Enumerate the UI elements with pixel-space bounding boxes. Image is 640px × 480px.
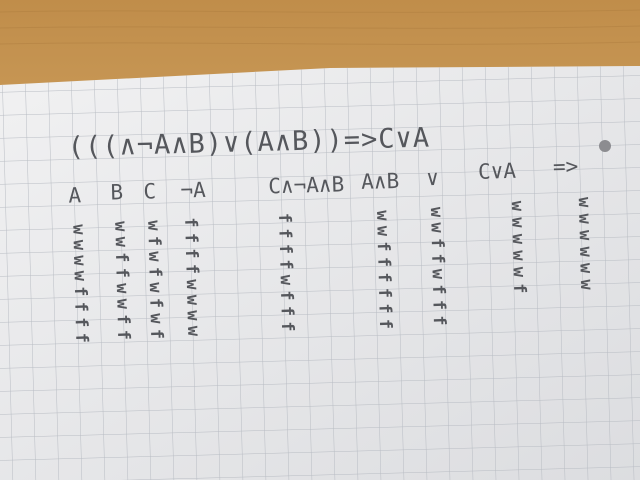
cell-or-5: f — [427, 284, 449, 295]
cell-C-6: w — [145, 313, 166, 324]
cell-CnotAB-3: f — [275, 259, 296, 270]
cell-notA-3: f — [181, 263, 202, 275]
cell-CnotAB-0: f — [274, 212, 295, 224]
column-header-CorA: C∨A — [477, 158, 517, 184]
cell-or-7: f — [428, 315, 450, 326]
column-header-B: B — [110, 180, 124, 205]
cell-CnotAB-4: w — [275, 274, 296, 286]
cell-CnotAB-5: f — [276, 290, 297, 301]
cell-or-0: w — [425, 206, 447, 218]
cell-CorA-4: w — [508, 266, 529, 278]
cell-CorA-2: w — [507, 233, 528, 245]
cell-implies-4: w — [575, 262, 596, 274]
cell-CnotAB-7: f — [276, 321, 298, 332]
column-header-or: ∨ — [425, 165, 440, 191]
cell-C-5: f — [145, 297, 166, 309]
cell-notA-0: f — [180, 217, 201, 228]
column-header-C: C — [143, 179, 157, 204]
cell-CorA-0: w — [506, 200, 528, 212]
cell-CorA-1: w — [507, 217, 528, 228]
cell-notA-7: w — [182, 325, 204, 337]
cell-notA-2: f — [180, 248, 202, 259]
cell-A-2: w — [69, 255, 90, 266]
cell-B-4: w — [111, 282, 133, 294]
cell-AandB-5: f — [374, 287, 395, 299]
cell-C-3: f — [144, 266, 165, 278]
cell-implies-1: w — [574, 213, 595, 225]
cell-A-0: w — [68, 224, 89, 235]
cell-or-6: f — [428, 299, 449, 311]
column-header-AandB: A∧B — [360, 168, 400, 194]
column-header-A: A — [68, 183, 82, 208]
cell-notA-5: w — [182, 294, 203, 306]
column-header-CnotAB: C∧¬A∧B — [268, 172, 345, 199]
cell-notA-6: w — [182, 310, 203, 321]
cell-A-3: w — [69, 270, 90, 282]
cell-A-4: f — [69, 286, 91, 297]
column-header-notA: ¬A — [180, 177, 207, 203]
cell-or-3: f — [427, 253, 448, 264]
cell-B-6: f — [112, 313, 133, 325]
formula-heading: (((∧¬A∧B)∨(A∧B))=>C∨A — [67, 122, 431, 163]
cell-C-7: f — [146, 328, 167, 340]
cell-or-4: w — [427, 268, 448, 280]
cell-B-0: w — [110, 220, 131, 232]
cell-implies-5: w — [575, 279, 597, 291]
cell-B-5: w — [112, 298, 133, 310]
cell-notA-4: w — [181, 279, 202, 290]
cell-A-1: w — [68, 239, 89, 251]
cell-CnotAB-6: f — [276, 305, 297, 317]
cell-CorA-5: f — [508, 283, 530, 294]
cell-AandB-4: f — [373, 272, 394, 283]
cell-AandB-2: f — [372, 241, 394, 252]
cell-or-1: w — [426, 222, 447, 233]
cell-or-2: f — [426, 237, 447, 249]
cell-AandB-1: w — [372, 225, 393, 237]
cell-AandB-0: w — [371, 210, 393, 221]
cell-B-3: f — [111, 267, 132, 279]
cell-implies-3: w — [575, 246, 596, 258]
cell-AandB-6: f — [374, 303, 395, 314]
cell-C-1: f — [143, 235, 164, 247]
cell-AandB-3: f — [373, 256, 394, 268]
cell-A-5: f — [70, 301, 91, 313]
cell-B-7: f — [113, 329, 134, 341]
column-header-implies: => — [552, 154, 579, 179]
cell-notA-1: f — [180, 232, 201, 244]
cell-A-6: f — [70, 317, 91, 328]
cell-A-7: f — [71, 332, 92, 344]
cell-CnotAB-1: f — [274, 228, 295, 239]
cell-AandB-7: f — [374, 318, 396, 330]
cell-implies-0: w — [573, 196, 594, 208]
cell-C-2: w — [143, 251, 165, 262]
cell-B-1: w — [110, 236, 131, 248]
cell-C-0: w — [143, 220, 164, 231]
cell-CnotAB-2: f — [274, 243, 296, 255]
cell-C-4: w — [144, 282, 166, 293]
cell-B-2: f — [110, 251, 132, 263]
cell-CorA-3: w — [508, 250, 529, 261]
punch-hole — [599, 140, 611, 152]
cell-implies-2: w — [574, 229, 595, 241]
